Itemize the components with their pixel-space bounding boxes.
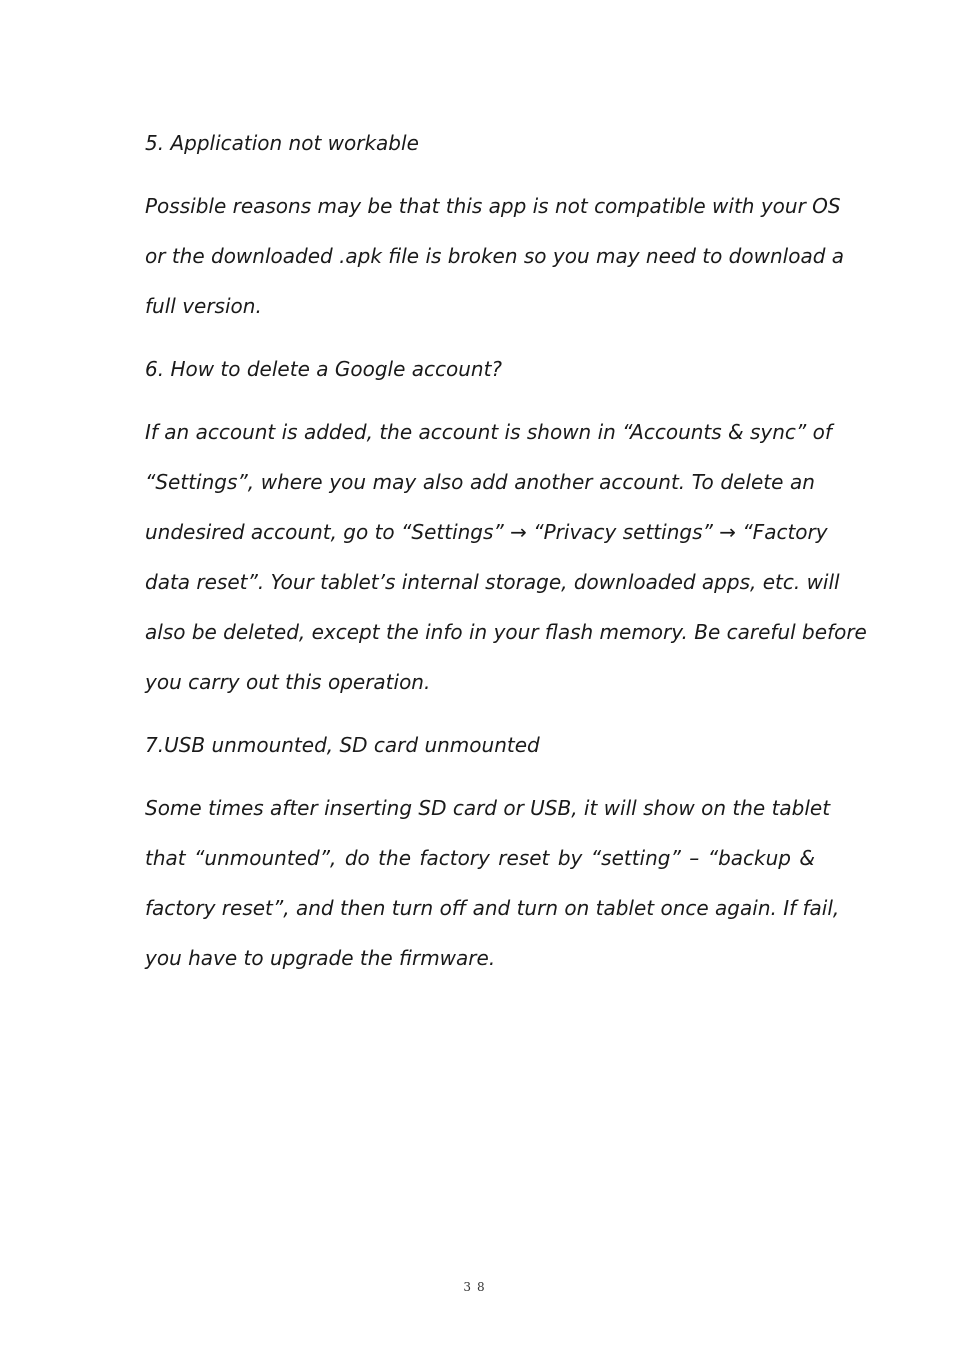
section-usb-sd-unmounted — [145, 720, 840, 983]
paragraph-line: or the downloaded .apk file is broken so you may need to download a — [145, 244, 845, 268]
paragraph-line: you have to upgrade the firmware. — [145, 946, 496, 970]
section-delete-google-account — [145, 344, 867, 707]
section-heading: 7.USB unmounted, SD card unmounted — [145, 733, 540, 757]
paragraph-line: Some times after inserting SD card or USB, it will show on the tablet — [145, 796, 831, 820]
paragraph-line: data reset”. Your tablet’s internal storage, downloaded apps, etc. will — [145, 570, 840, 594]
paragraph-line: undesired account, go to “Settings” → “Privacy settings” → “Factory — [145, 520, 828, 544]
paragraph-line: “Settings”, where you may also add another account. To delete an — [145, 470, 815, 494]
paragraph-line: that “unmounted”, do the factory reset by “setting” – “backup & — [145, 846, 815, 870]
section-heading: 5. Application not workable — [145, 131, 419, 155]
page-number: 38 — [463, 1280, 491, 1294]
paragraph-line: also be deleted, except the info in your flash memory. Be careful before — [145, 620, 867, 644]
page-content — [145, 118, 867, 983]
section-heading: 6. How to delete a Google account? — [145, 357, 503, 381]
section-application-not-workable — [145, 118, 845, 331]
paragraph-line: If an account is added, the account is shown in “Accounts & sync” of — [145, 420, 832, 444]
section-paragraph — [145, 783, 840, 983]
section-paragraph — [145, 181, 845, 331]
paragraph-line: factory reset”, and then turn off and turn on tablet once again. If fail, — [145, 896, 840, 920]
paragraph-line: Possible reasons may be that this app is not compatible with your OS — [145, 194, 841, 218]
paragraph-line: you carry out this operation. — [145, 670, 431, 694]
section-paragraph — [145, 407, 867, 707]
paragraph-line: full version. — [145, 294, 262, 318]
